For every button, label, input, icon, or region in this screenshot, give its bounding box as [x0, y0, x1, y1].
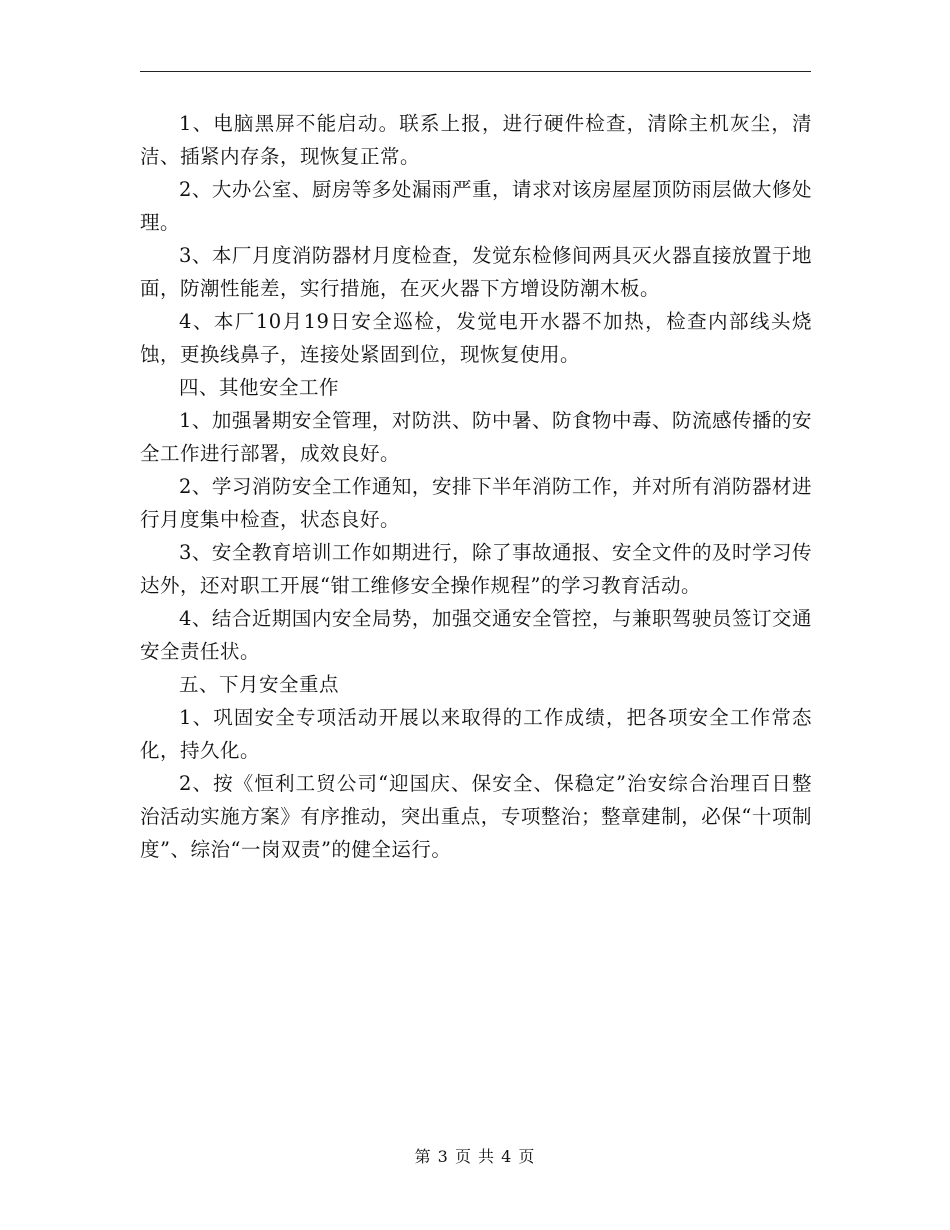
paragraph-other-1: 1、加强暑期安全管理，对防洪、防中暑、防食物中毒、防流感传播的安全工作进行部署，成效良好。 [140, 409, 812, 465]
paragraph-item-1: 1、电脑黑屏不能启动。联系上报，进行硬件检查，清除主机灰尘，清洁、插紧内存条，现恢复正常。 [140, 112, 812, 168]
paragraph-item-2: 2、大办公室、厨房等多处漏雨严重，请求对该房屋屋顶防雨层做大修处理。 [140, 178, 812, 234]
document-body [140, 107, 812, 866]
paragraph-item-4: 4、本厂10月19日安全巡检，发觉电开水器不加热，检查内部线头烧蚀，更换线鼻子，连接处紧固到位，现恢复使用。 [140, 310, 812, 366]
section-heading-other-safety: 四、其他安全工作 [179, 376, 340, 399]
paragraph-other-3: 3、安全教育培训工作如期进行，除了事故通报、安全文件的及时学习传达外，还对职工开展“钳工维修安全操作规程”的学习教育活动。 [140, 541, 812, 597]
section-heading-next-month: 五、下月安全重点 [179, 673, 340, 696]
header-rule [140, 71, 811, 72]
paragraph-other-4: 4、结合近期国内安全局势，加强交通安全管控，与兼职驾驶员签订交通安全责任状。 [140, 607, 812, 663]
paragraph-item-3: 3、本厂月度消防器材月度检查，发觉东检修间两具灭火器直接放置于地面，防潮性能差，实行措施，在灭火器下方增设防潮木板。 [140, 244, 812, 300]
page-number-footer: 第 3 页 共 4 页 [414, 1147, 536, 1166]
paragraph-next-2: 2、按《恒利工贸公司“迎国庆、保安全、保稳定”治安综合治理百日整治活动实施方案》有序推动，突出重点，专项整治；整章建制，必保“十项制度”、综治“一岗双责”的健全运行。 [140, 772, 812, 861]
paragraph-next-1: 1、巩固安全专项活动开展以来取得的工作成绩，把各项安全工作常态化，持久化。 [140, 706, 812, 762]
paragraph-other-2: 2、学习消防安全工作通知，安排下半年消防工作，并对所有消防器材进行月度集中检查，状态良好。 [140, 475, 812, 531]
